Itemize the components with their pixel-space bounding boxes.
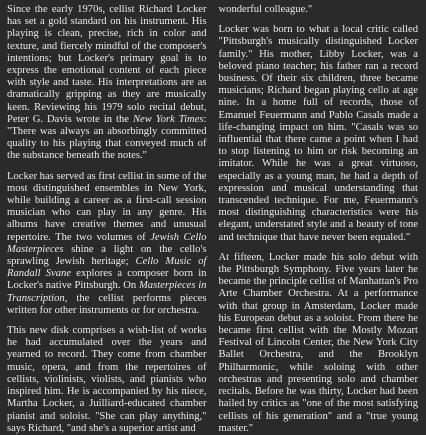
text-segment: At fifteen, Locker made his solo debut with the Pittsburgh Symphony. Five years later he became the principle cellist of Manhattan's Pro Arte Chamber Orchestra. At a performance with that group in Amsterdam, Locker made his European debut as a soloist. From there he became first cellist with the Mostly Mozart Festival of Lincoln Center, the New York City Ballet Orchestra, and the Brooklyn Philharmonic, while soloing with other orchestras and presenting solo and chamber recitals. Before he was thirty, Locker had been hailed by critics as "one of the most satisfying cellists of his generation" and a "true young master.": [218, 251, 418, 434]
paragraph-family: [219, 24, 419, 244]
text-segment: shine a light on the cello's sprawling Jewish heritage;: [7, 243, 207, 268]
text-segment: Locker has served as first cellist in some of the most distinguished ensembles in New York, while building a career as a first-call session musician who can play in any genre. His albums have creative themes and unusual repertoire. The two volumes of: [7, 170, 207, 243]
album-title: Cello Music of Randall Svane: [7, 256, 207, 280]
paragraph-new-disk: [7, 325, 207, 435]
text-segment: This new disk comprises a wish-list of works he had accumulated over the years and yearned to record. They come from chamber music, opera, and from the repertoires of cellists, violinists, violists, and pianists who inspired him. He is accompanied by his niece, Martha Locker, a Juilliard-educated chamber pianist and soloist. "She can play anything," says Richard, "and she's a superior artist and: [7, 325, 207, 434]
paragraph-continuation: [219, 4, 419, 16]
left-column: [7, 4, 207, 434]
text-segment: explores a composer born in Locker's native Pittsburgh. On: [7, 268, 207, 292]
paragraph-debut: [219, 252, 419, 435]
text-segment: , the cellist performs pieces written for other instruments or for orchestra.: [7, 292, 207, 316]
text-segment: Since the early 1970s, cellist Richard Locker has set a gold standard on his instrument. His playing is clean, precise, rich in color and texture, and fiercely mindful of the composer's intentions; but Locker's primary goal is to express the emotional content of each piece with style and taste. His interpretations are as dramatically gripping as they are musically keen. Reviewing his 1979 solo recital debut, Peter G. Davis wrote in the: [7, 4, 207, 125]
text-segment: wonderful colleague.": [218, 4, 313, 15]
paragraph-career: [7, 171, 207, 317]
text-segment: : "There was always an absorbingly committed quality to his playing that conveyed much of the substance beneath the notes.": [7, 113, 207, 162]
publication-title: New York Times: [132, 113, 204, 125]
right-column: [218, 4, 419, 434]
paragraph-intro: [7, 4, 207, 163]
album-title: Masterpieces in Transcription: [7, 280, 207, 304]
album-title: Jewish Cello Masterpieces: [7, 231, 207, 255]
text-segment: Locker was born to what a local critic called "Pittsburgh's musically distinguished Locker family." His mother, Libby Locker, was a beloved piano teacher; his father ran a record business. Of their six children, three became musicians; Richard began playing cello at age nine. In a home full of records, those of Emanuel Feuermann and Pablo Casals made a life-changing impact on him. "Casals was so influential that there came a point when I had to stop listening to him or risk becoming an imitator. While he was a great virtuoso, especially as a young man, he had a depth of expression and musical understanding that transcended technique. For me, Feuermann's most distinguishing characteristics were his elegant, understated style and a beauty of tone and technique that have never been equaled.": [218, 24, 418, 243]
